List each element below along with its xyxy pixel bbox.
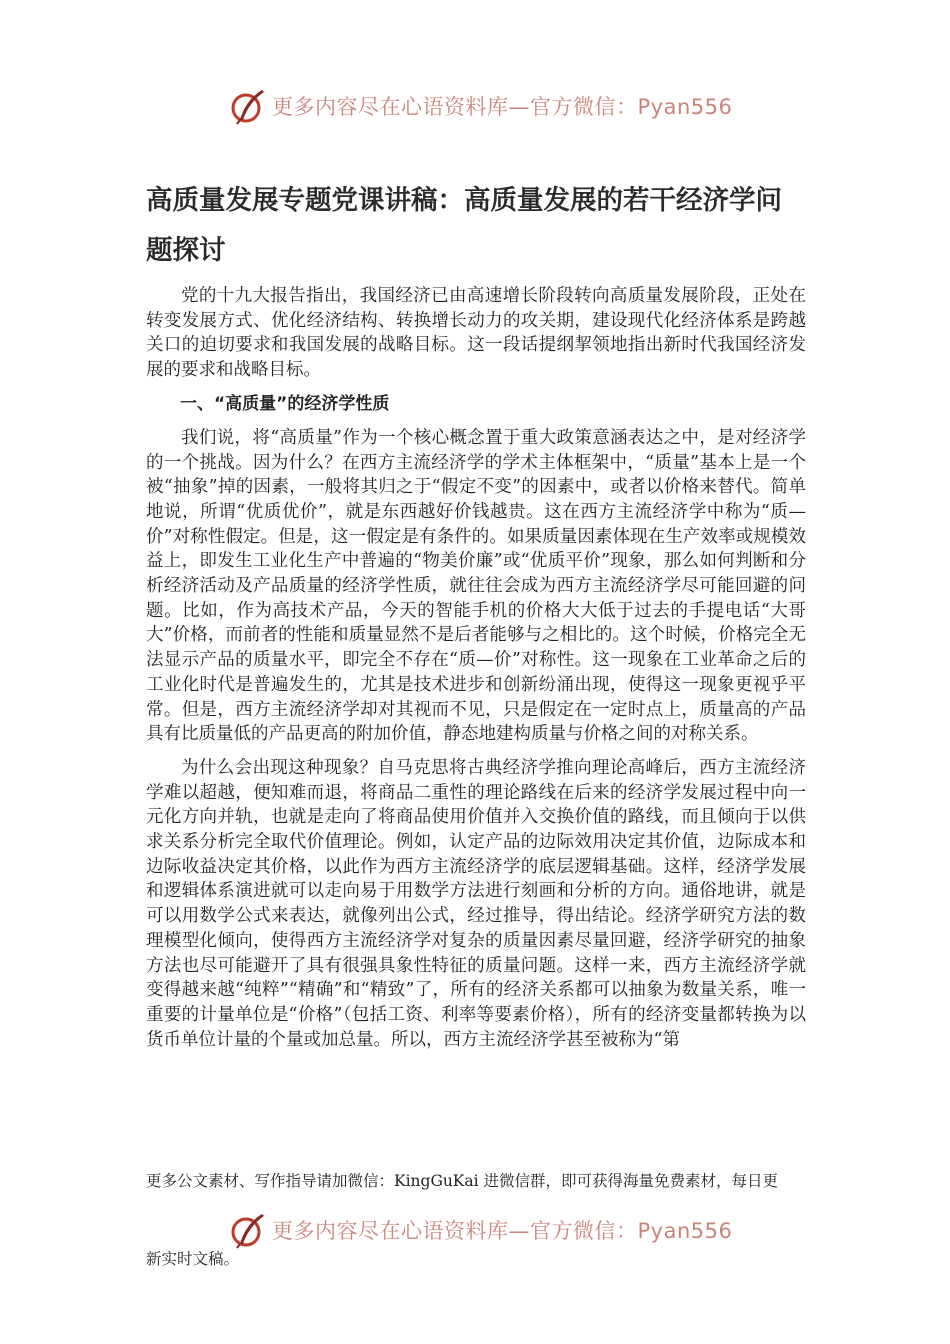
quill-logo-icon xyxy=(228,86,268,126)
footer-banner xyxy=(228,1208,732,1252)
footer-note-tail: 新实时文稿。 xyxy=(146,1250,240,1268)
footer-note: 更多公文素材、写作指导请加微信：KingGuKai 进微信群，即可获得海量免费素材，每日更 xyxy=(146,1172,779,1190)
paragraph-why-phenomenon: 为什么会出现这种现象？自马克思将古典经济学推向理论高峰后，西方主流经济学难以超越，便知难而退，将商品二重性的理论路线在后来的经济学发展过程中向一元化方向并轨，也就是走向了将商品使用价值并入交换价值的路线，而且倾向于以供求关系分析完全取代价值理论。例如，认定产品的边际效用决定其价值，边际成本和边际收益决定其价格，以此作为西方主流经济学的底层逻辑基础。这样，经济学发展和逻辑体系演进就可以走向易于用数学方法进行刻画和分析的方向。通俗地讲，就是可以用数学公式来表达，就像列出公式，经过推导，得出结论。经济学研究方法的数理模型化倾向，使得西方主流经济学对复杂的质量因素尽量回避，经济学研究的抽象方法也尽可能避开了具有很强具象性特征的质量问题。这样一来，西方主流经济学就变得越来越“纯粹”“精确”和“精致”了，所有的经济关系都可以抽象为数量关系，唯一重要的计量单位是“价格”（包括工资、利率等要素价格），所有的经济变量都转换为以货币单位计量的个量或加总量。所以，西方主流经济学甚至被称为“第 xyxy=(146,757,806,1050)
section-heading-1: 一、“高质量”的经济学性质 xyxy=(180,393,390,414)
paragraph-intro: 党的十九大报告指出，我国经济已由高速增长阶段转向高质量发展阶段，正处在转变发展方式、优化经济结构、转换增长动力的攻关期，建设现代化经济体系是跨越关口的迫切要求和我国发展的战略目标。这一段话提纲挈领地指出新时代我国经济发展的要求和战略目标。 xyxy=(146,286,806,381)
header-banner xyxy=(228,84,732,128)
banner-text: 更多内容尽在心语资料库—官方微信：Pyan556 xyxy=(272,1219,733,1243)
document-title: 高质量发展专题党课讲稿：高质量发展的若干经济学问题探讨 xyxy=(146,185,782,266)
quill-logo-icon xyxy=(228,1210,268,1250)
document-body xyxy=(146,284,806,1052)
paragraph-quality-nature: 我们说，将“高质量”作为一个核心概念置于重大政策意涵表达之中，是对经济学的一个挑战。因为什么？在西方主流经济学的学术主体框架中，“质量”基本上是一个被“抽象”掉的因素，一般将其归之于“假定不变”的因素中，或者以价格来替代。简单地说，所谓“优质优价”，就是东西越好价钱越贵。这在西方主流经济学中称为“质—价”对称性假定。但是，这一假定是有条件的。如果质量因素体现在生产效率或规模效益上，即发生工业化生产中普遍的“物美价廉”或“优质平价”现象，那么如何判断和分析经济活动及产品质量的经济学性质，就往往会成为西方主流经济学尽可能回避的问题。比如，作为高技术产品，今天的智能手机的价格大大低于过去的手提电话“大哥大”价格，而前者的性能和质量显然不是后者能够与之相比的。这个时候，价格完全无法显示产品的质量水平，即完全不存在“质—价”对称性。这一现象在工业革命之后的工业化时代是普遍发生的，尤其是技术进步和创新纷涌出现，使得这一现象更视乎平常。但是，西方主流经济学却对其视而不见，只是假定在一定时点上，质量高的产品具有比质量低的产品更高的附加价值，静态地建构质量与价格之间的对称关系。 xyxy=(146,427,806,745)
banner-text: 更多内容尽在心语资料库—官方微信：Pyan556 xyxy=(272,95,733,119)
